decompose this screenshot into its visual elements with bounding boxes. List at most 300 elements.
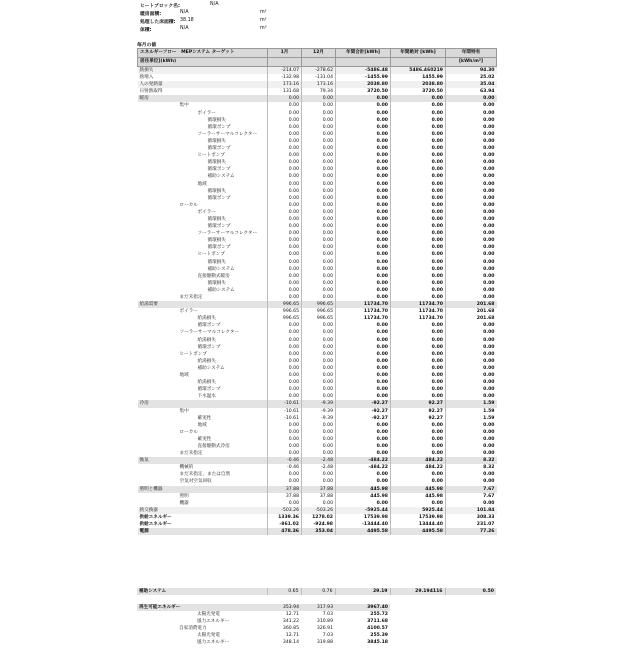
row-value: 3720.50 — [391, 88, 446, 95]
row-label: 電源 — [138, 528, 268, 535]
row-value: 0.00 — [268, 138, 302, 145]
header-info-value: N/A — [180, 26, 189, 31]
row-label: 補助システム — [197, 365, 225, 371]
row-value: 0.00 — [446, 223, 497, 230]
header-info-label: ヒートブロック名: — [140, 4, 180, 9]
row-value: 3711.68 — [367, 619, 388, 625]
table-row — [137, 618, 390, 625]
row-value: 255.72 — [370, 612, 388, 618]
row-value: 0.00 — [302, 251, 336, 258]
row-value: 101.84 — [446, 507, 497, 514]
row-value: 0.00 — [391, 209, 446, 216]
table-row — [138, 67, 497, 75]
row-value: 0.00 — [268, 372, 302, 379]
row-value: 0.00 — [336, 500, 391, 507]
row-value: 0.00 — [268, 287, 302, 294]
table-row — [138, 110, 497, 117]
row-value: 0.00 — [302, 181, 336, 188]
table-row — [138, 230, 497, 237]
table-row — [138, 422, 497, 429]
row-value: 0.00 — [268, 358, 302, 365]
row-value: 353.04 — [302, 528, 336, 535]
row-value: -1455.99 — [336, 74, 391, 81]
row-label: まだ未指定 — [179, 451, 203, 457]
row-value: -503.26 — [268, 507, 302, 514]
row-value: 0.00 — [391, 259, 446, 266]
row-value: 0.00 — [391, 443, 446, 450]
row-value: 0.00 — [446, 322, 497, 329]
row-value: 11734.70 — [391, 301, 446, 308]
row-value: 0.00 — [391, 294, 446, 301]
row-label: 循環ポンプ — [207, 146, 231, 152]
row-value: 0.00 — [391, 372, 446, 379]
row-label: 直接駆動式暖房 — [197, 273, 230, 279]
row-value: -131.04 — [302, 74, 336, 81]
row-value: 0.00 — [391, 478, 446, 485]
row-label: 循環ポンプ — [207, 124, 231, 130]
row-label: 機器 — [179, 500, 189, 506]
row-label: 照明 — [179, 493, 189, 499]
table-row — [138, 259, 497, 266]
row-value: 0.00 — [302, 436, 336, 443]
row-label: 集中 — [179, 408, 189, 414]
row-value: 37.88 — [268, 486, 302, 493]
row-value: 0.00 — [446, 145, 497, 152]
row-value: 0.00 — [302, 237, 336, 244]
row-value: 7.67 — [446, 493, 497, 500]
row-value: 0.00 — [391, 329, 446, 336]
row-value: 353.94 — [267, 604, 301, 611]
row-value: 0.00 — [336, 152, 391, 159]
row-value: 79.34 — [302, 88, 336, 95]
row-label: 補助システム — [207, 287, 235, 293]
row-value: -10.61 — [268, 400, 302, 407]
row-value: 0.00 — [336, 131, 391, 138]
row-label: ヒートポンプ — [197, 153, 225, 159]
table-row — [138, 188, 497, 195]
row-value: 0.00 — [391, 344, 446, 351]
table-row — [138, 365, 497, 372]
row-value: 11734.70 — [336, 308, 391, 315]
row-label: ボイラー — [197, 110, 216, 116]
table-row — [138, 280, 497, 287]
row-label: ヒートポンプ — [179, 351, 207, 357]
row-value: 0.00 — [336, 251, 391, 258]
row-value: 0.00 — [302, 102, 336, 109]
row-label: 太陽光発電 — [197, 633, 220, 639]
table-row — [138, 471, 497, 478]
aux-system-table — [137, 588, 496, 595]
row-value: 0.00 — [336, 124, 391, 131]
row-value: 0.00 — [336, 422, 391, 429]
row-value: 0.00 — [446, 443, 497, 450]
row-value: -924.98 — [302, 521, 336, 528]
row-value: 0.00 — [391, 110, 446, 117]
row-label: 下水温水 — [197, 394, 216, 400]
row-value: 0.00 — [268, 429, 302, 436]
row-value: -92.27 — [336, 415, 391, 422]
row-value: -503.26 — [302, 507, 336, 514]
row-value: 0.00 — [268, 351, 302, 358]
header-info-unit: m² — [260, 18, 267, 23]
row-value: -0.46 — [268, 464, 302, 471]
row-value: 0.00 — [268, 145, 302, 152]
table-row — [138, 379, 497, 386]
row-value: 92.27 — [391, 415, 446, 422]
table-row — [138, 514, 497, 521]
aux-jan: 0.65 — [267, 588, 301, 595]
table-row — [138, 181, 497, 188]
row-value: 0.00 — [268, 223, 302, 230]
row-label: ボイラー — [197, 209, 216, 215]
row-value: 0.00 — [446, 273, 497, 280]
row-value: -2.48 — [302, 464, 336, 471]
table-row — [138, 131, 497, 138]
row-value: 0.00 — [336, 365, 391, 372]
row-value: 0.00 — [336, 351, 391, 358]
row-value: 1455.99 — [391, 74, 446, 81]
row-value: 0.00 — [336, 223, 391, 230]
row-label: 循環損失 — [207, 188, 226, 194]
row-value: 0.00 — [268, 166, 302, 173]
row-value: 1.59 — [446, 408, 497, 415]
row-value: 0.00 — [446, 102, 497, 109]
row-value: 0.00 — [336, 436, 391, 443]
table-row — [138, 216, 497, 223]
row-value: 0.00 — [446, 188, 497, 195]
header-info-unit: m² — [260, 10, 267, 15]
table-row — [137, 639, 390, 646]
row-value: 319.88 — [316, 640, 333, 646]
row-value: 0.00 — [391, 365, 446, 372]
table-row — [138, 124, 497, 131]
row-value: 0.00 — [302, 95, 336, 102]
row-value: 0.00 — [391, 152, 446, 159]
row-value: -5925.44 — [336, 507, 391, 514]
row-value: 0.00 — [268, 365, 302, 372]
row-value: 0.00 — [336, 181, 391, 188]
row-value: 0.00 — [336, 138, 391, 145]
row-value: 0.00 — [302, 393, 336, 400]
row-value: 231.07 — [446, 521, 497, 528]
row-label: 循環ポンプ — [197, 387, 221, 393]
row-value: 0.00 — [391, 145, 446, 152]
row-value: 0.00 — [268, 443, 302, 450]
row-value: 94.30 — [446, 67, 497, 75]
row-label: 循環損失 — [207, 117, 226, 123]
row-value: 0.00 — [336, 379, 391, 386]
row-value: 0.00 — [302, 344, 336, 351]
row-value: 173.16 — [302, 81, 336, 88]
aux-dec: 0.76 — [301, 588, 335, 595]
row-value: 7.03 — [322, 633, 333, 639]
row-label: 地域 — [197, 181, 207, 187]
col-header-annual-total: 年間合計[kWh] — [336, 49, 391, 58]
table-row — [138, 88, 497, 95]
row-value: 0.00 — [302, 124, 336, 131]
row-label: 集中 — [179, 103, 189, 109]
table-row — [138, 478, 497, 485]
row-value: 0.00 — [302, 450, 336, 457]
row-value: 0.00 — [446, 329, 497, 336]
row-value: 0.00 — [268, 251, 302, 258]
row-value: -13444.40 — [336, 521, 391, 528]
row-value: 0.00 — [446, 131, 497, 138]
row-value: 0.00 — [446, 294, 497, 301]
row-value: 0.00 — [336, 471, 391, 478]
row-value: 0.00 — [336, 287, 391, 294]
row-label: 循環ポンプ — [207, 245, 231, 251]
row-value: 11734.70 — [336, 301, 391, 308]
row-value: 0.00 — [446, 478, 497, 485]
row-value: 0.00 — [336, 209, 391, 216]
row-value: 0.00 — [446, 344, 497, 351]
row-value: 0.00 — [302, 223, 336, 230]
row-value: 0.00 — [336, 195, 391, 202]
row-value: 0.00 — [302, 145, 336, 152]
row-value: 3720.50 — [336, 88, 391, 95]
header-info-label: 体積: — [140, 28, 152, 33]
row-value: 445.98 — [391, 493, 446, 500]
row-value: 0.00 — [302, 117, 336, 124]
header-info-label: 暖房面積: — [140, 12, 162, 17]
row-value: 0.00 — [391, 216, 446, 223]
row-label: ローカル — [179, 202, 198, 208]
row-label: 循環損失 — [207, 280, 226, 286]
row-value: 0.00 — [268, 259, 302, 266]
row-value: 0.00 — [391, 450, 446, 457]
row-value: 255.39 — [370, 633, 388, 639]
row-value: 0.00 — [302, 443, 336, 450]
row-value: 7.03 — [322, 612, 333, 618]
row-value: 0.00 — [302, 110, 336, 117]
table-row — [138, 521, 497, 528]
row-value: 3845.18 — [367, 640, 388, 646]
row-value: 0.00 — [391, 358, 446, 365]
row-label: 給湯損失 — [197, 380, 216, 386]
row-value: 0.00 — [302, 131, 336, 138]
row-value: 2038.80 — [391, 81, 446, 88]
row-value: 0.00 — [446, 393, 497, 400]
table-row — [138, 209, 497, 216]
table-row — [137, 604, 390, 611]
row-label: 換気 — [138, 457, 268, 464]
row-label: 確実性 — [197, 436, 212, 442]
row-value: 0.00 — [391, 173, 446, 180]
row-value: 445.98 — [336, 486, 391, 493]
row-value: 0.00 — [302, 280, 336, 287]
row-value: 348.14 — [282, 640, 299, 646]
row-value: 0.00 — [336, 450, 391, 457]
table-row — [138, 287, 497, 294]
row-value: 35.04 — [446, 81, 497, 88]
row-value: 0.00 — [336, 294, 391, 301]
row-value: 63.94 — [446, 88, 497, 95]
table-row — [138, 322, 497, 329]
row-value: 0.00 — [268, 230, 302, 237]
row-value: 0.00 — [302, 365, 336, 372]
row-value: 0.00 — [391, 195, 446, 202]
row-value: 4495.58 — [336, 528, 391, 535]
row-value: 0.00 — [336, 478, 391, 485]
row-value: 0.00 — [446, 117, 497, 124]
row-value: 0.00 — [336, 173, 391, 180]
table-row — [138, 81, 497, 88]
row-label: 風力エネルギー — [197, 619, 230, 625]
row-value: 0.00 — [302, 259, 336, 266]
row-value: 77.26 — [446, 528, 497, 535]
row-value: 0.00 — [336, 393, 391, 400]
row-value: -861.02 — [268, 521, 302, 528]
table-row — [138, 308, 497, 315]
row-value: 0.00 — [268, 244, 302, 251]
row-value: 173.16 — [268, 81, 302, 88]
row-value: 484.22 — [391, 457, 446, 464]
row-value: 0.00 — [336, 159, 391, 166]
row-value: 0.00 — [391, 287, 446, 294]
row-value: 0.00 — [391, 280, 446, 287]
row-value: 0.00 — [446, 110, 497, 117]
row-value: 37.88 — [302, 486, 336, 493]
row-value: 0.00 — [446, 280, 497, 287]
header-info-value: N/A — [180, 10, 189, 15]
table-row — [138, 415, 497, 422]
row-value: 8.32 — [446, 464, 497, 471]
row-value: 13444.40 — [391, 521, 446, 528]
row-label: まだ未指定 — [179, 295, 203, 300]
row-value: 0.00 — [302, 372, 336, 379]
row-label: 循環損失 — [207, 216, 226, 222]
table-row — [138, 450, 497, 457]
row-value: 11734.70 — [336, 315, 391, 322]
row-value: 0.00 — [446, 216, 497, 223]
table-row — [138, 315, 497, 322]
row-value: 0.00 — [391, 166, 446, 173]
row-value: 0.00 — [268, 337, 302, 344]
table-row — [137, 611, 390, 618]
row-value: 0.00 — [391, 273, 446, 280]
row-value: 0.00 — [268, 159, 302, 166]
row-value: 0.00 — [268, 237, 302, 244]
row-value: 0.00 — [446, 251, 497, 258]
table-row — [138, 386, 497, 393]
row-value: 12.71 — [285, 612, 299, 618]
row-value: 0.00 — [336, 244, 391, 251]
row-value: 0.00 — [302, 500, 336, 507]
row-value: 0.00 — [391, 393, 446, 400]
row-label: 日射熱取得 — [139, 89, 163, 95]
row-value: 0.00 — [336, 216, 391, 223]
row-value: 0.00 — [391, 223, 446, 230]
row-value: 0.00 — [391, 337, 446, 344]
row-label: ローカル — [179, 429, 198, 435]
row-label: 太陽光発電 — [197, 612, 220, 618]
row-value: 0.00 — [302, 273, 336, 280]
table-row — [138, 117, 497, 124]
aux-annual-total: 29.19 — [335, 588, 390, 595]
row-value: 0.00 — [446, 351, 497, 358]
header-info-value: 38.18 — [180, 18, 194, 23]
row-value: 0.00 — [446, 471, 497, 478]
row-value: 0.00 — [268, 188, 302, 195]
table-row — [138, 273, 497, 280]
row-value: 92.27 — [391, 400, 446, 407]
row-label: 供給エネルギー — [139, 522, 172, 527]
row-label: 空気対空気回収 — [179, 479, 212, 485]
row-label: 熱増入 — [139, 75, 154, 81]
row-value: 0.00 — [336, 280, 391, 287]
col-header-annual-specific: 年間特有 — [446, 49, 497, 58]
row-value: 326.91 — [316, 626, 333, 632]
row-value: 92.27 — [391, 408, 446, 415]
row-value: 0.00 — [268, 450, 302, 457]
row-value: 0.00 — [302, 329, 336, 336]
row-value: 0.00 — [391, 386, 446, 393]
table-row — [137, 632, 390, 639]
header-info-label: 処理した床面積: — [140, 20, 176, 25]
table-row — [138, 95, 497, 102]
row-value: 12.71 — [285, 633, 299, 639]
row-value: 0.00 — [446, 287, 497, 294]
row-value: 0.00 — [446, 379, 497, 386]
table-row — [138, 507, 497, 514]
table-row — [138, 464, 497, 471]
row-value: 1.59 — [446, 415, 497, 422]
renewable-table — [137, 604, 390, 647]
row-value: -9.39 — [302, 400, 336, 407]
row-value: 0.00 — [336, 95, 391, 102]
row-value: 0.00 — [302, 351, 336, 358]
row-value: 0.00 — [391, 102, 446, 109]
row-value: 0.00 — [302, 266, 336, 273]
row-value: 0.00 — [302, 230, 336, 237]
row-label: 循環ポンプ — [197, 323, 221, 329]
row-value: 0.00 — [336, 443, 391, 450]
row-label: まだ未指定、または自然 — [179, 472, 231, 478]
row-value: 17539.98 — [391, 514, 446, 521]
header-info-unit: m³ — [260, 26, 267, 31]
row-value: 0.00 — [391, 181, 446, 188]
row-label: ソーラーサーマルコレクター — [197, 231, 258, 237]
row-value: 201.68 — [446, 315, 497, 322]
row-label: 自家消費電力 — [179, 626, 207, 632]
row-value: 3967.40 — [335, 604, 390, 611]
row-value: -214.07 — [268, 67, 302, 75]
row-value: 996.65 — [302, 308, 336, 315]
row-label: 熱損失 — [138, 67, 268, 75]
table-row — [138, 159, 497, 166]
row-value: 0.00 — [268, 386, 302, 393]
row-value: 0.00 — [446, 365, 497, 372]
row-value: 0.00 — [391, 266, 446, 273]
row-label: 直接駆動式冷房 — [197, 443, 230, 449]
row-value: 0.00 — [336, 202, 391, 209]
row-value: 0.00 — [302, 166, 336, 173]
row-value: 0.00 — [268, 216, 302, 223]
row-value: 0.00 — [302, 152, 336, 159]
row-value: -484.22 — [336, 457, 391, 464]
table-row — [138, 400, 497, 407]
row-value: 0.00 — [268, 471, 302, 478]
row-label: 確実性 — [197, 415, 212, 421]
row-label: 給湯需要 — [138, 301, 268, 308]
row-label: 地域 — [179, 373, 189, 379]
row-value: 0.00 — [268, 181, 302, 188]
row-label: ヒートポンプ — [197, 252, 225, 258]
subheader-specific-unit: [kWh/m²] — [446, 58, 497, 67]
col-header-label: エネルギーフロー MEPシステム ターゲット — [138, 49, 268, 58]
row-value: 0.00 — [446, 230, 497, 237]
